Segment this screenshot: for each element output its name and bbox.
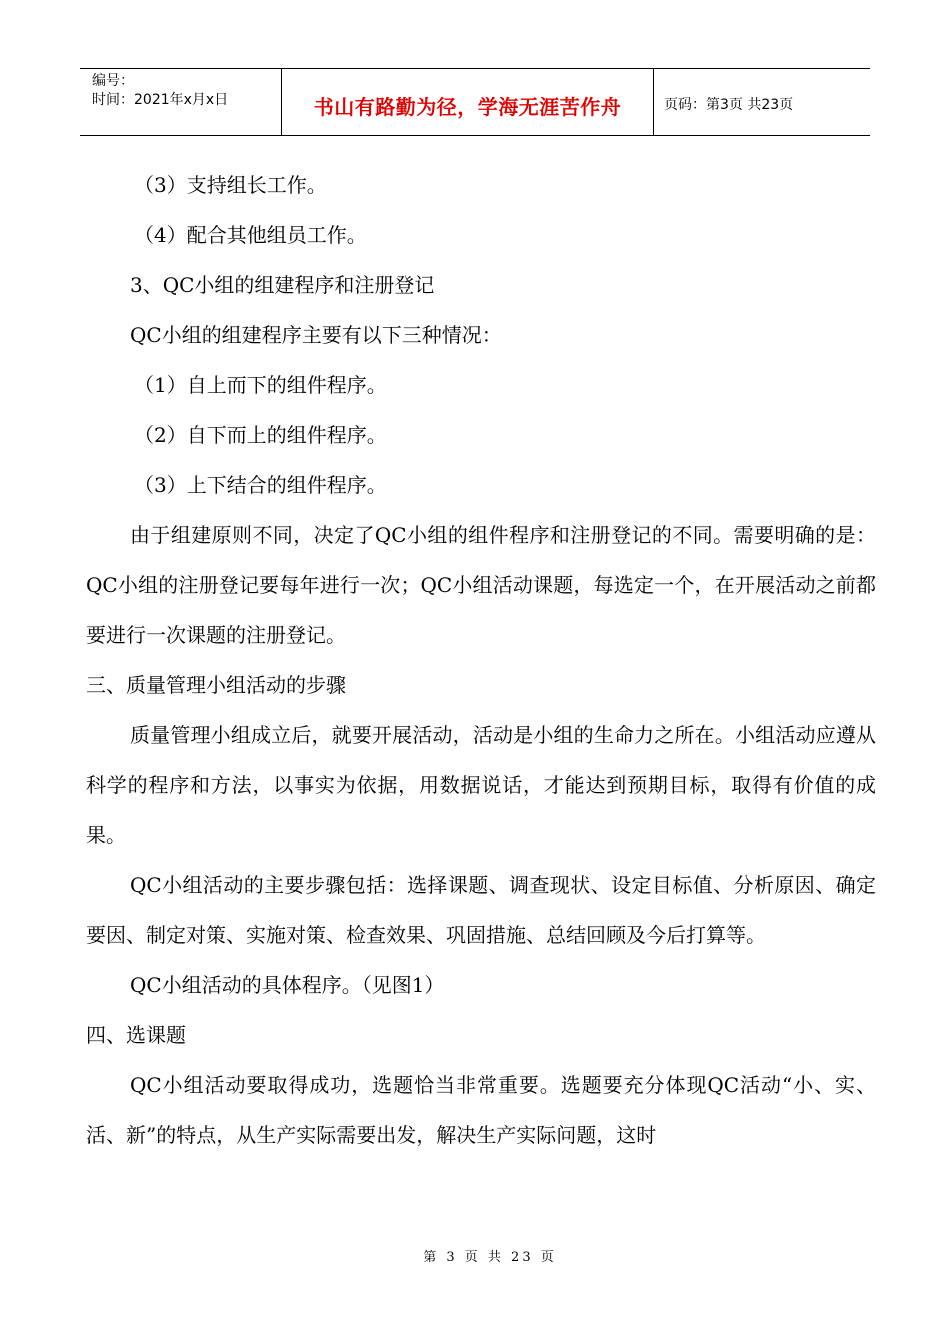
document-body xyxy=(86,160,876,1160)
list-item: （1）自上而下的组件程序。 xyxy=(134,373,387,397)
header-page-cell xyxy=(654,69,870,135)
section-heading: 四、选课题 xyxy=(86,1023,186,1047)
header-meta-cell xyxy=(80,69,282,135)
header-motto-cell xyxy=(282,69,654,135)
paragraph: QC小组的组建程序主要有以下三种情况： xyxy=(130,323,502,347)
paragraph: 质量管理小组成立后，就要开展活动，活动是小组的生命力之所在。小组活动应遵从科学的程序和方法，以事实为依据，用数据说话，才能达到预期目标，取得有价值的成果。 xyxy=(86,723,876,847)
document-number-label: 编号： xyxy=(92,73,134,89)
document-header xyxy=(80,68,870,136)
list-item: （3）支持组长工作。 xyxy=(134,173,327,197)
paragraph: QC小组活动的具体程序。（见图1） xyxy=(130,973,445,997)
list-item: （2）自下而上的组件程序。 xyxy=(134,423,387,447)
header-motto: 书山有路勤为径，学海无涯苦作舟 xyxy=(313,94,622,119)
list-item: （3）上下结合的组件程序。 xyxy=(134,473,387,497)
section-subheading: 3、QC小组的组建程序和注册登记 xyxy=(130,273,435,297)
page-footer: 第 3 页 共 23 页 xyxy=(423,1250,557,1265)
section-heading: 三、质量管理小组活动的步骤 xyxy=(86,673,346,697)
paragraph: 由于组建原则不同，决定了QC小组的组件程序和注册登记的不同。需要明确的是：QC小组的注册登记要每年进行一次；QC小组活动课题，每选定一个，在开展活动之前都要进行一次课题的注册登记。 xyxy=(86,523,876,647)
list-item: （4）配合其他组员工作。 xyxy=(134,223,367,247)
paragraph: QC小组活动要取得成功，选题恰当非常重要。选题要充分体现QC活动“小、实、活、新”的特点，从生产实际需要出发，解决生产实际问题，这时 xyxy=(86,1073,876,1147)
document-time-label: 时间：2021年x月x日 xyxy=(92,92,229,108)
header-page-label: 页码：第3页 共23页 xyxy=(664,97,794,113)
paragraph: QC小组活动的主要步骤包括：选择课题、调查现状、设定目标值、分析原因、确定要因、制定对策、实施对策、检查效果、巩固措施、总结回顾及今后打算等。 xyxy=(86,873,876,947)
